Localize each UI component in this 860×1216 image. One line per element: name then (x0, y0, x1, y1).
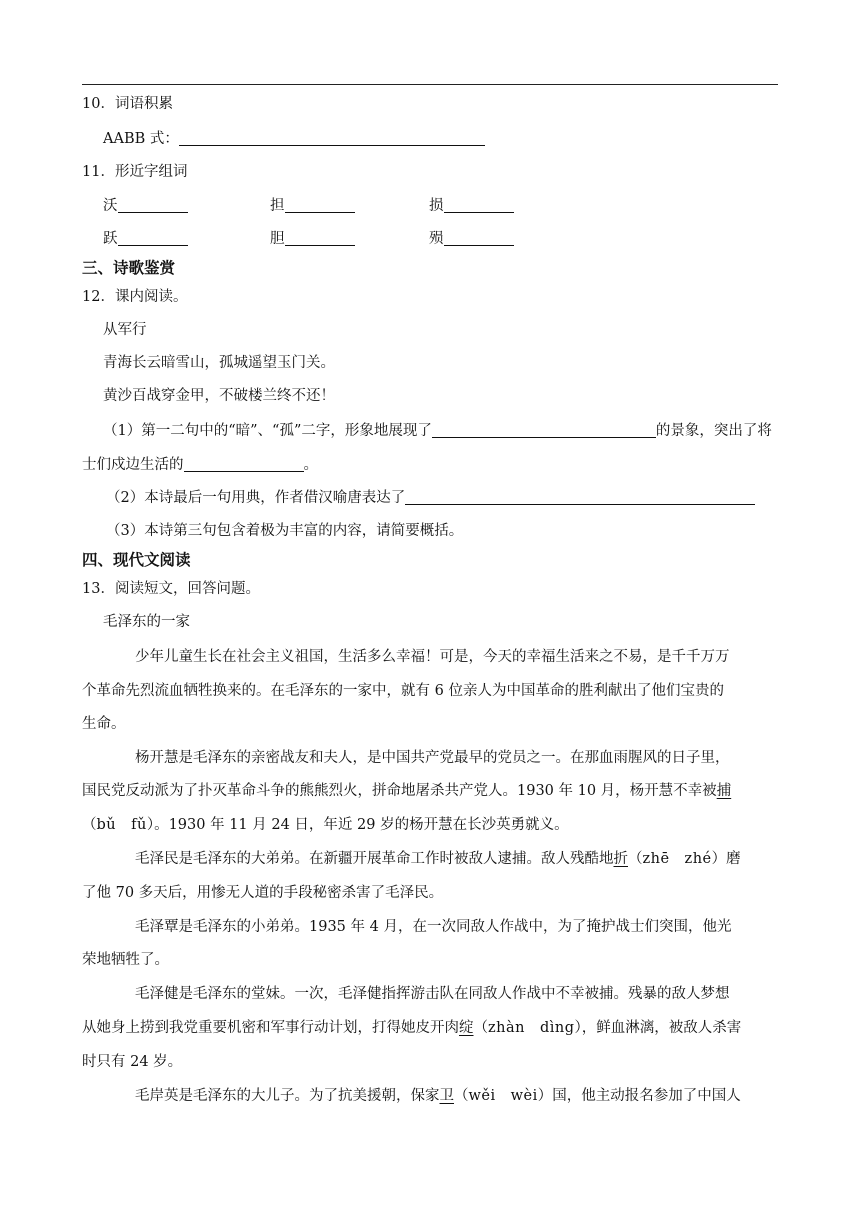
article-p2-line2 (82, 781, 731, 801)
article-text: 国民党反动派为了扑灭革命斗争的熊熊烈火，拼命地屠杀共产党人。1930 年 10 月，杨开慧不幸被 (82, 783, 717, 799)
paren-open: （ (473, 1020, 488, 1036)
q11-blank[interactable] (118, 197, 188, 213)
q12-sub1-text-cont: 的景象，突出了将 (655, 423, 772, 439)
q12-title: 12．课内阅读。 (82, 289, 188, 305)
article-text: ）。1930 年 11 月 24 日，年近 29 岁的杨开慧在长沙英勇就义。 (146, 817, 569, 833)
q11-blank[interactable] (285, 197, 355, 213)
poem-line-1: 青海长云暗雪山，孤城遥望玉门关。 (103, 355, 335, 371)
article-p2-line3 (82, 815, 569, 835)
underlined-char: 卫 (439, 1088, 454, 1104)
q13-title: 13．阅读短文，回答问题。 (82, 581, 260, 597)
q11-item-6 (429, 229, 514, 249)
q12-sub2-blank[interactable] (405, 489, 755, 505)
paren-open: （ (628, 851, 643, 867)
article-text: ）国，他主动报名参加了中国人 (537, 1088, 741, 1104)
q11-char: 损 (429, 198, 444, 214)
article-p4-line2: 荣地牺牲了。 (82, 952, 169, 968)
q11-item-2 (270, 196, 355, 216)
q12-sub1-text: （1）第一二句中的“暗”、“孤”二字，形象地展现了 (103, 423, 432, 439)
underlined-char: 捕 (716, 783, 732, 799)
article-p1-line2: 个革命先烈流血牺牲换来的。在毛泽东的一家中，就有 6 位亲人为中国革命的胜利献出了他们宝贵的 (82, 683, 724, 699)
article-text: ），鲜血淋漓，被敌人杀害 (574, 1020, 742, 1036)
q11-char: 沃 (103, 198, 118, 214)
paren-open: （ (454, 1088, 469, 1104)
article-p1-line1: 少年儿童生长在社会主义祖国，生活多么幸福！可是，今天的幸福生活来之不易，是千千万万 (135, 649, 730, 665)
q11-blank[interactable] (444, 197, 514, 213)
q12-sub2-text: （2）本诗最后一句用典，作者借汉喻唐表达了 (106, 490, 406, 506)
q10-title: 10．词语积累 (82, 96, 173, 112)
paren-open: （ (82, 817, 97, 833)
q10-label: AABB 式： (103, 131, 179, 147)
poem-line-2: 黄沙百战穿金甲，不破楼兰终不还！ (103, 388, 335, 404)
q11-item-5 (270, 229, 355, 249)
q11-blank[interactable] (118, 230, 188, 246)
pinyin-options: bǔ fǔ (96, 817, 147, 833)
q11-char: 跃 (103, 231, 118, 247)
poem-title: 从军行 (103, 322, 147, 338)
article-text: 毛泽民是毛泽东的大弟弟。在新疆开展革命工作时被敌人逮捕。敌人残酷地 (135, 851, 614, 867)
header-rule (82, 84, 778, 85)
q11-item-4 (103, 229, 188, 249)
article-p1-line3: 生命。 (82, 716, 126, 732)
q12-sub1-blank-2[interactable] (184, 456, 304, 472)
article-p5-line3: 时只有 24 岁。 (82, 1054, 183, 1070)
article-p3-line1 (135, 849, 741, 869)
q11-title: 11．形近字组词 (82, 164, 188, 180)
article-p3-line2: 了他 70 多天后，用惨无人道的手段秘密杀害了毛泽民。 (82, 885, 444, 901)
pinyin-options: wěi wèi (468, 1088, 538, 1104)
underlined-char: 折 (613, 851, 628, 867)
q12-sub2 (106, 488, 755, 508)
article-text: 毛岸英是毛泽东的大儿子。为了抗美援朝，保家 (135, 1088, 440, 1104)
article-p5-line2 (82, 1018, 741, 1038)
q12-sub1-blank-1[interactable] (432, 422, 656, 438)
article-p4-line1: 毛泽覃是毛泽东的小弟弟。1935 年 4 月，在一次同敌人作战中，为了掩护战士们突围，他光 (135, 919, 732, 935)
q11-char: 担 (270, 198, 285, 214)
q10-answer-blank[interactable] (179, 130, 485, 146)
article-p6-line1 (135, 1086, 741, 1106)
q12-sub3: （3）本诗第三句包含着极为丰富的内容，请简要概括。 (106, 523, 464, 539)
section-heading-modern-reading: 四、现代文阅读 (82, 551, 191, 569)
article-p5-line1: 毛泽健是毛泽东的堂妹。一次，毛泽健指挥游击队在同敌人作战中不幸被捕。残暴的敌人梦想 (135, 986, 730, 1002)
q11-blank[interactable] (285, 230, 355, 246)
section-heading-poetry: 三、诗歌鉴赏 (82, 259, 176, 277)
q10-answer-row (103, 129, 485, 149)
q12-sub1-end: 。 (303, 457, 318, 473)
article-text: ）磨 (711, 851, 741, 867)
article-p2-line1: 杨开慧是毛泽东的亲密战友和夫人，是中国共产党最早的党员之一。在那血雨腥风的日子里， (135, 750, 730, 766)
underlined-char: 绽 (459, 1020, 474, 1036)
q12-sub1-line1 (103, 421, 772, 441)
q11-char: 胆 (270, 231, 285, 247)
article-title: 毛泽东的一家 (103, 614, 190, 630)
q11-item-3 (429, 196, 514, 216)
q12-sub1-line2 (82, 455, 318, 475)
q11-blank[interactable] (444, 230, 514, 246)
q12-sub1-text-2: 士们戍边生活的 (82, 457, 184, 473)
pinyin-options: zhē zhé (642, 851, 712, 867)
pinyin-options: zhàn dìng (488, 1020, 575, 1036)
q11-item-1 (103, 196, 188, 216)
q11-char: 殒 (429, 231, 444, 247)
article-text: 从她身上捞到我党重要机密和军事行动计划，打得她皮开肉 (82, 1020, 459, 1036)
